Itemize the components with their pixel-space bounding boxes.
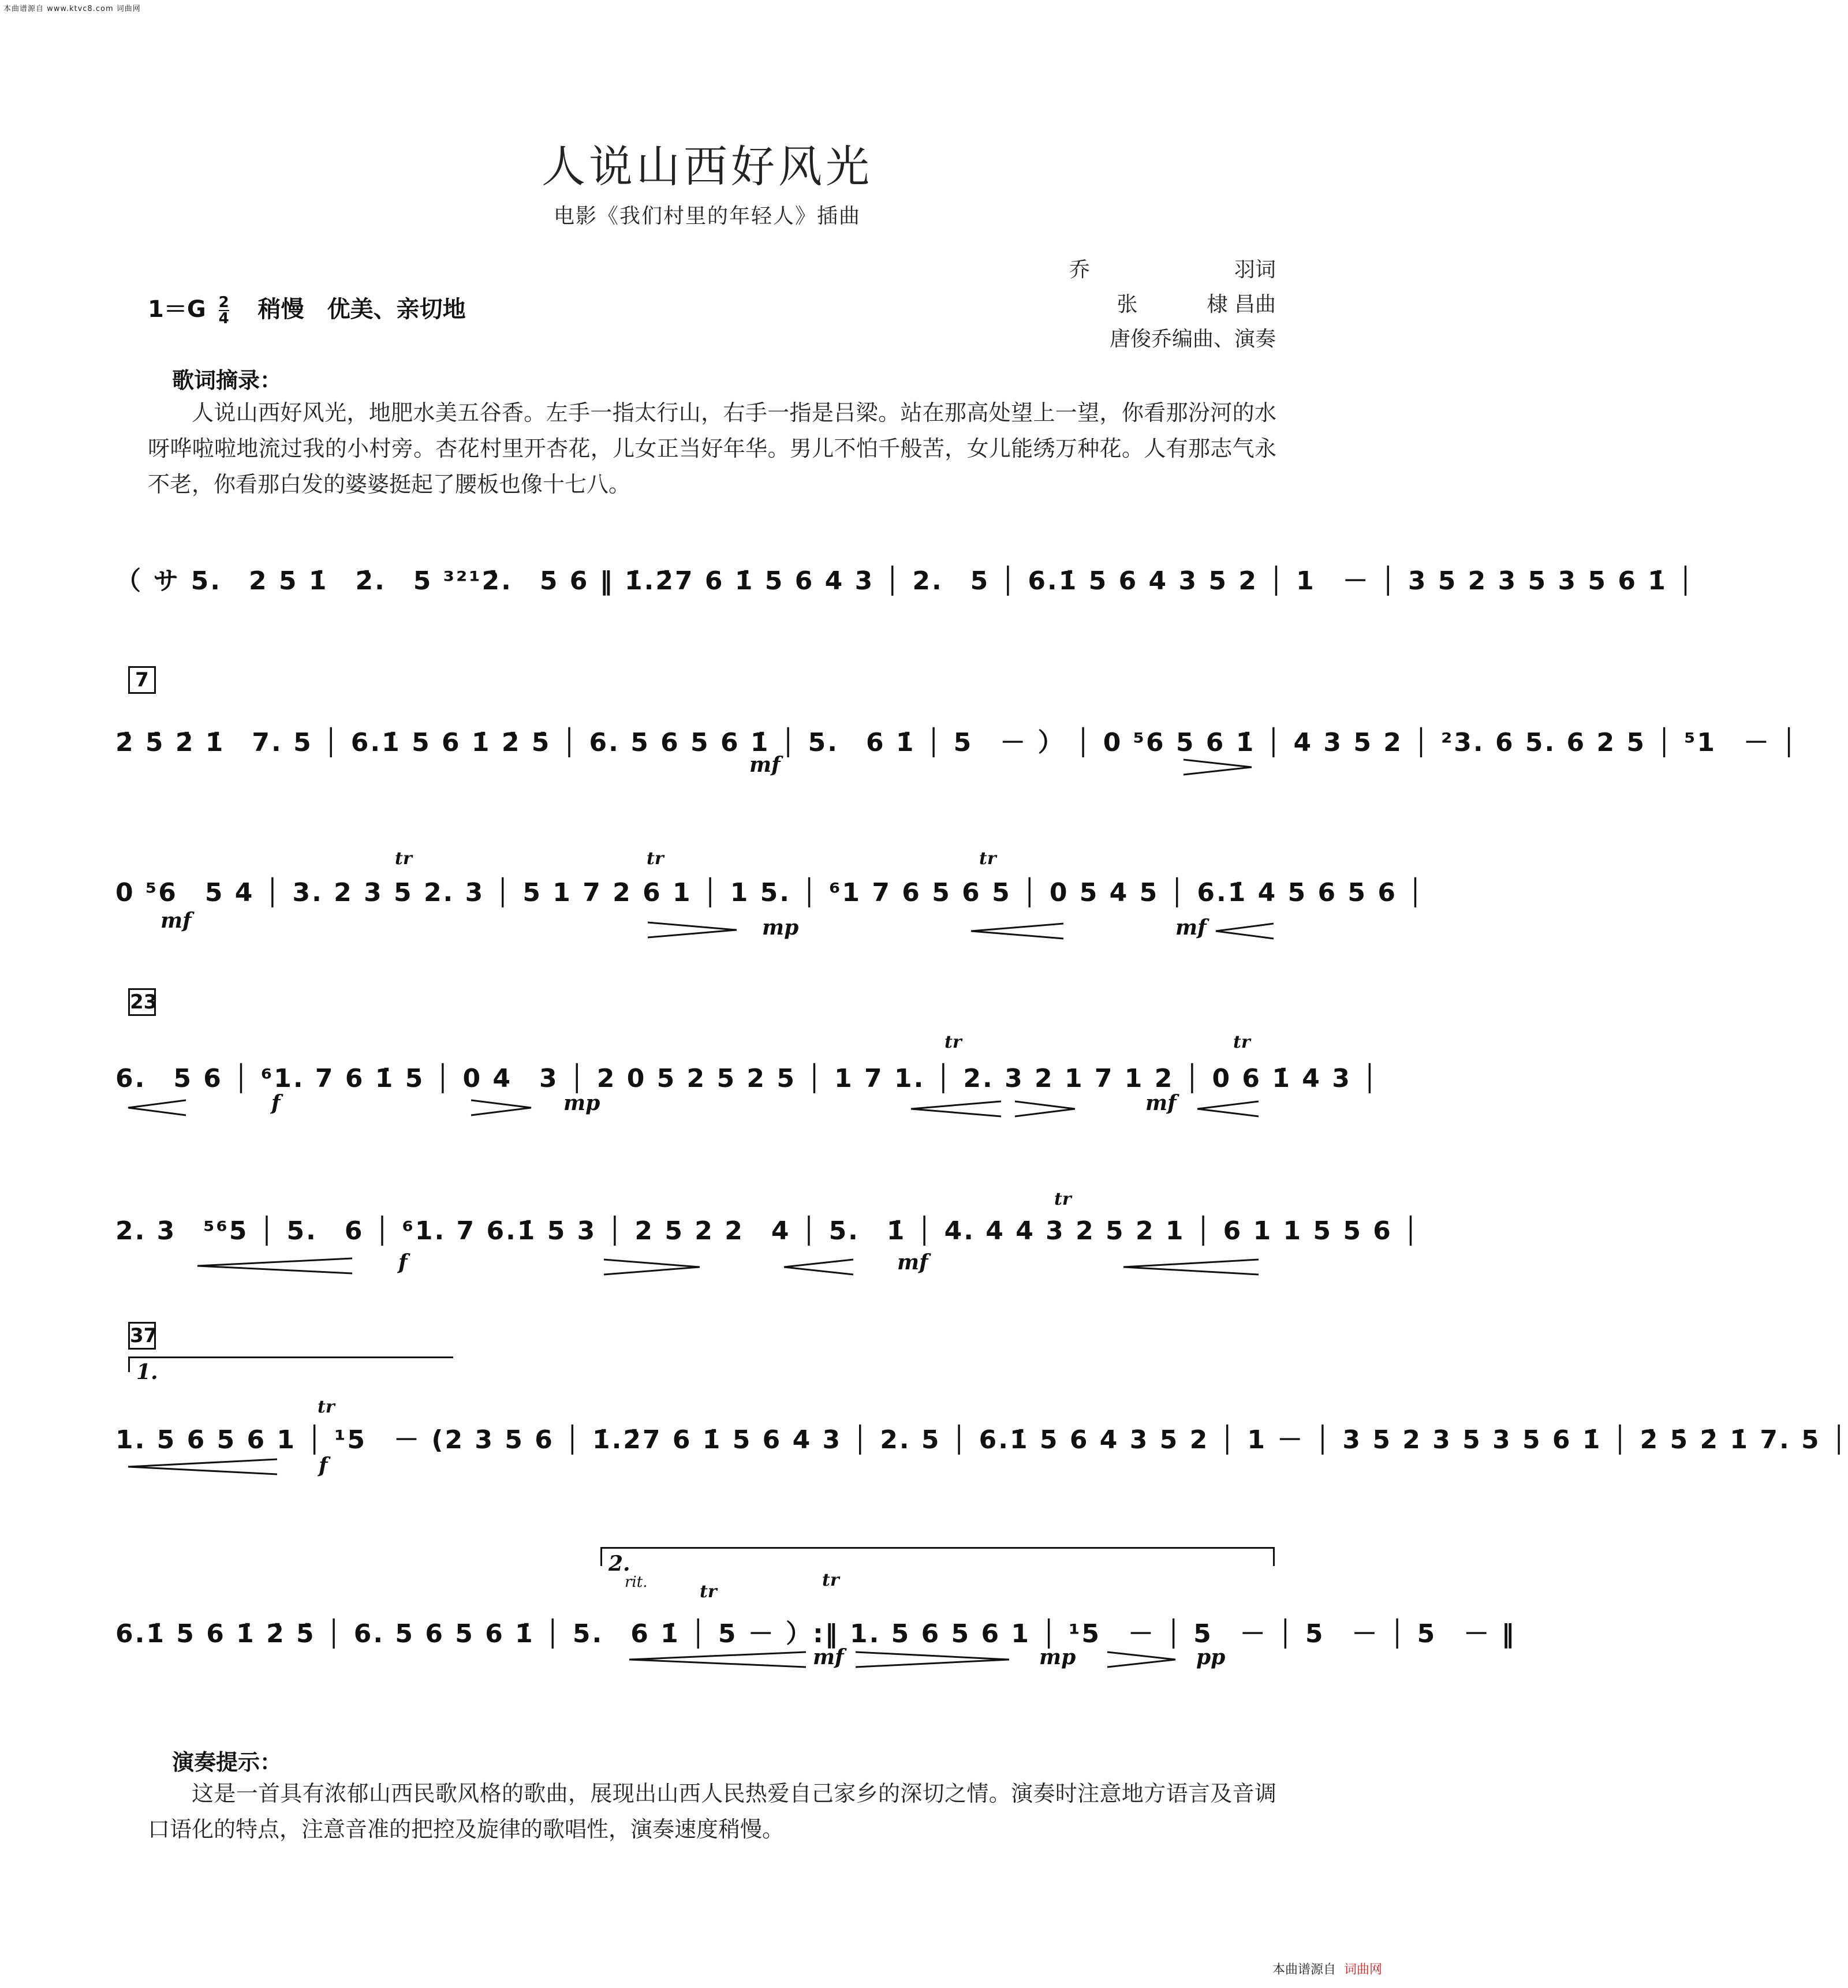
ritardando-mark: rit. xyxy=(625,1574,648,1591)
crescendo-hairpin xyxy=(127,1098,187,1118)
dynamic-f: f xyxy=(319,1453,328,1478)
trill-mark: tr xyxy=(395,849,412,869)
decrescendo-hairpin xyxy=(854,1650,1011,1669)
tempo-marking: 稍慢 优美、亲切地 xyxy=(257,296,466,323)
dynamic-mp: mp xyxy=(563,1091,600,1115)
lyrics-heading: 歌词摘录： xyxy=(172,368,282,393)
footer-source: 本曲谱源自 xyxy=(1272,1963,1336,1977)
volta-2-label: 2. xyxy=(608,1552,630,1576)
score-line-4 xyxy=(115,1052,1379,1115)
dynamic-mf: mf xyxy=(160,909,192,933)
time-denominator: 4 xyxy=(218,310,229,327)
crescendo-hairpin xyxy=(1215,921,1275,941)
decrescendo-hairpin xyxy=(603,1257,702,1277)
performance-notes-text: 这是一首具有浓郁山西民歌风格的歌曲，展现出山西人民热爱自己家乡的深切之情。演奏时注意地方语言及音调口语化的特点，注意音准的把控及旋律的歌唱性，演奏速度稍慢。 xyxy=(148,1781,1276,1842)
credit-composer xyxy=(1069,287,1276,322)
composer-role: 棣 昌曲 xyxy=(1207,293,1276,316)
key-signature-line xyxy=(148,291,466,326)
dynamic-mf: mf xyxy=(813,1645,844,1669)
time-numerator: 2 xyxy=(218,294,229,311)
arranger-role: 唐俊乔编曲、演奏 xyxy=(1109,327,1276,351)
decrescendo-hairpin xyxy=(470,1098,533,1118)
footer-site: 词曲网 xyxy=(1343,1963,1382,1977)
score-line-6 xyxy=(115,1413,1848,1477)
dynamic-mp: mp xyxy=(762,915,799,940)
performance-notes-heading: 演奏提示： xyxy=(172,1750,282,1775)
footer-watermark xyxy=(1272,1960,1382,1978)
decrescendo-hairpin xyxy=(1106,1650,1178,1669)
header-watermark: 本曲谱源自 www.ktvc8.com 词曲网 xyxy=(3,5,141,13)
song-subtitle: 电影《我们村里的年轻人》插曲 xyxy=(553,204,861,228)
decrescendo-hairpin xyxy=(1014,1099,1077,1119)
score-notes: 6. 5 6 │ ⁶1. 7 6 1̇ 5 │ 0 4 3 │ 2 0 5 2 5 2 5 │ 1 7 1. │ 2. 3 2 1 7 1 2 │ 0 6 1̇ 4 3 │ xyxy=(115,1064,1379,1093)
dynamic-pp: pp xyxy=(1196,1645,1226,1669)
score-line-1 xyxy=(115,554,1695,618)
crescendo-hairpin xyxy=(970,921,1065,941)
key-signature: 1＝G xyxy=(148,296,206,323)
dynamic-mf: mf xyxy=(1145,1091,1177,1115)
time-signature xyxy=(219,295,229,326)
score-notes: （ サ 5. 2 5 1̇ 2̇. 5 ³²¹2̇. 5 6 ‖ 1̇.2̇7 6 1̇ 5 6 4 3 │ 2. 5 │ 6.1̇ 5 6 4 3 5 2 │ 1 － │ 3 5 2 3 5 3 5 6 1̇ │ xyxy=(115,566,1695,596)
rehearsal-mark-37: 37 xyxy=(128,1322,156,1350)
crescendo-hairpin xyxy=(783,1257,854,1277)
trill-mark: tr xyxy=(944,1032,962,1052)
decrescendo-hairpin xyxy=(647,920,739,940)
crescendo-hairpin xyxy=(910,1099,1002,1119)
volta-2-bracket xyxy=(600,1547,1275,1566)
rehearsal-mark-7: 7 xyxy=(128,666,156,694)
trill-mark: tr xyxy=(700,1582,717,1602)
dynamic-f: f xyxy=(271,1091,281,1115)
credit-lyricist xyxy=(1069,253,1276,287)
decrescendo-hairpin xyxy=(1182,757,1254,777)
volta-1-bracket xyxy=(128,1357,453,1372)
score-notes: 2̇ 5̇ 2̇ 1̇ 7. 5 │ 6.1̇ 5 6 1̇ 2̇ 5̇ │ 6. 5 6 5 6 1̇ │ 5. 6 1̇ │ 5 － ） │ 0 ⁵6 5 6 1̇ │ 4 3 5 2 │ ²3. 6 5. 6 2 5 │ ⁵1 － │ xyxy=(115,728,1798,757)
credits xyxy=(1069,253,1276,357)
volta-1-label: 1. xyxy=(136,1360,158,1384)
score-notes: 6.1̇ 5 6 1̇ 2̇ 5̇ │ 6. 5 6 5 6 1̇ │ 5. 6 1̇ │ 5 － ）:‖ 1. 5 6 5 6 1 │ ¹5 － │ 5 － │ 5 － │ 5 － ‖ xyxy=(115,1619,1516,1649)
lyricist-name: 乔 xyxy=(1069,258,1090,282)
trill-mark: tr xyxy=(1054,1189,1072,1209)
dynamic-mf: mf xyxy=(897,1250,928,1275)
crescendo-hairpin xyxy=(196,1256,353,1276)
trill-mark: tr xyxy=(318,1397,335,1417)
crescendo-hairpin xyxy=(1196,1099,1260,1119)
lyricist-role: 羽词 xyxy=(1234,258,1276,282)
crescendo-hairpin xyxy=(1122,1257,1260,1277)
composer-name: 张 xyxy=(1117,293,1138,316)
song-title: 人说山西好风光 xyxy=(542,141,873,192)
dynamic-f: f xyxy=(398,1250,408,1275)
trill-mark: tr xyxy=(979,849,996,869)
dynamic-mf: mf xyxy=(749,753,781,777)
trill-mark: tr xyxy=(647,849,664,869)
score-notes: 2. 3 ⁵⁶5 │ 5. 6 │ ⁶1. 7 6.1̇ 5 3 │ 2 5 2 2 4 │ 5. 1̇ │ 4. 4 4 3 2 5 2 1 │ 6 1 1 5 5 6 │ xyxy=(115,1216,1420,1246)
trill-mark: tr xyxy=(822,1570,839,1590)
lyrics-text: 人说山西好风光，地肥水美五谷香。左手一指太行山，右手一指是吕梁。站在那高处望上一望，你看那汾河的水呀哗啦啦地流过我的小村旁。杏花村里开杏花，儿女正当好年华。男儿不怕千般苦，女儿能绣万种花。人有那志气永不老，你看那白发的婆婆挺起了腰板也像十七八。 xyxy=(148,400,1276,497)
score-notes: 1. 5 6 5 6 1 │ ¹5 － (2 3 5 6 │ 1̇.2̇7 6 1̇ 5 6 4 3 │ 2. 5 │ 6.1̇ 5 6 4 3 5 2 │ 1 － │ 3 5 2 3 5 3 5 6 1̇ │ 2̇ 5̇ 2̇ 1̇ 7. 5 │ xyxy=(115,1425,1848,1455)
dynamic-mp: mp xyxy=(1039,1645,1076,1669)
crescendo-hairpin xyxy=(628,1650,807,1669)
score-notes: 0 ⁵6 5 4 │ 3. 2 3 5 2. 3 │ 5 1 7 2 6 1 │ 1 5. │ ⁶1 7 6 5 6 5 │ 0 5 4 5 │ 6.1̇ 4 5 6 5 6 │ xyxy=(115,878,1425,907)
credit-arranger xyxy=(1069,322,1276,357)
score-line-2 xyxy=(115,716,1798,779)
trill-mark: tr xyxy=(1233,1032,1250,1052)
dynamic-mf: mf xyxy=(1175,915,1207,940)
rehearsal-mark-23: 23 xyxy=(128,988,156,1016)
crescendo-hairpin xyxy=(127,1457,278,1477)
